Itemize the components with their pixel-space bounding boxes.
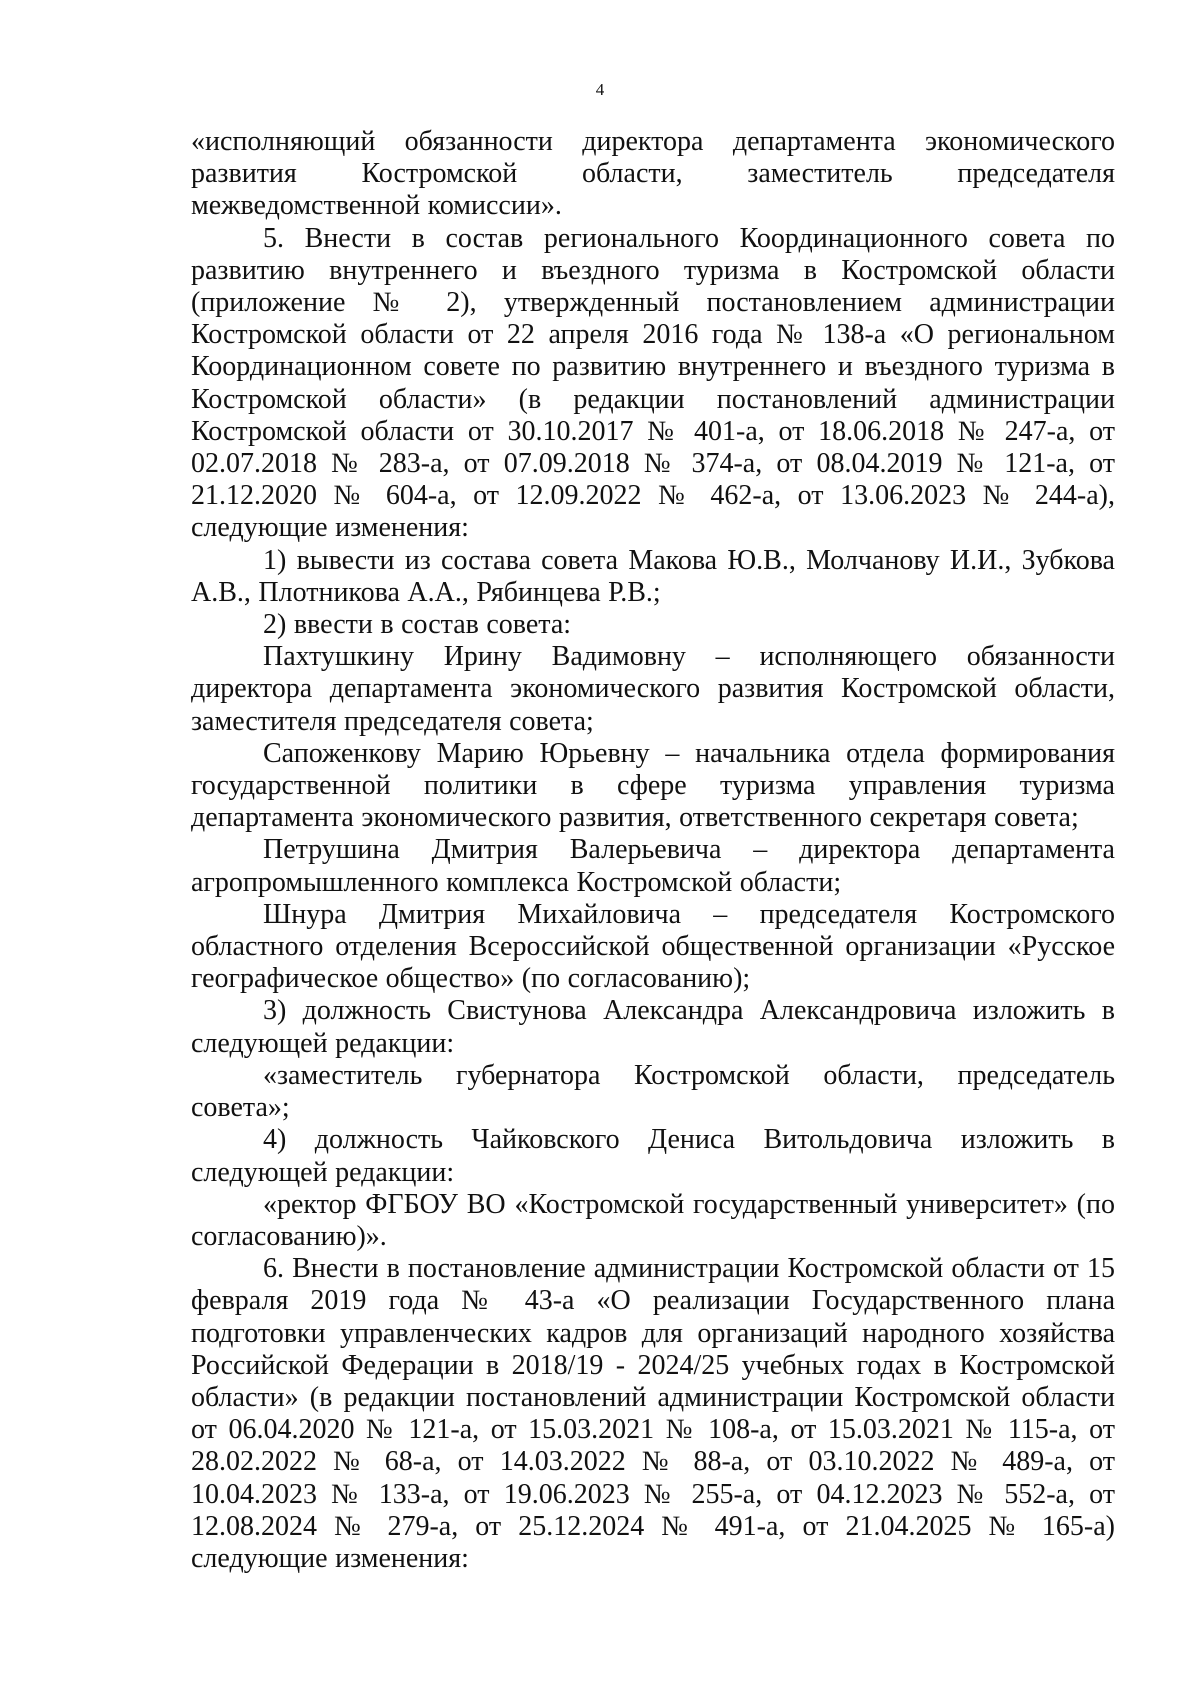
paragraph-member-sapozhenkova: Сапоженкову Марию Юрьевну – начальника отдела формирования государственной политики в сфере туризма управления туризма департамента экономического развития, ответственного секретаря совета; xyxy=(191,737,1115,834)
page-number: 4 xyxy=(595,80,605,99)
paragraph-subitem-3: 3) должность Свистунова Александра Александровича изложить в следующей редакции: xyxy=(191,995,1115,1059)
paragraph-position-svistunov: «заместитель губернатора Костромской области, председатель совета»; xyxy=(191,1059,1115,1124)
paragraph-subitem-1: 1) вывести из состава совета Макова Ю.В., Молчанову И.И., Зубкова А.В., Плотникова А.А., Рябинцева Р.В.; xyxy=(191,544,1115,608)
paragraph-subitem-2: 2) ввести в состав совета: xyxy=(263,609,572,641)
paragraph-position-chaikovsky: «ректор ФГБОУ ВО «Костромской государственный университет» (по согласованию)». xyxy=(191,1188,1115,1252)
document-body xyxy=(191,126,1115,1575)
paragraph-continuation: «исполняющий обязанности директора департамента экономического развития Костромской области, заместитель председателя межведомственной комиссии». xyxy=(191,126,1115,222)
paragraph-member-shnur: Шнура Дмитрия Михайловича – председателя Костромского областного отделения Всероссийской общественной организации «Русское географическое общество» (по согласованию); xyxy=(191,898,1115,995)
paragraph-item-5: 5. Внести в состав регионального Координационного совета по развитию внутреннего и въездного туризма в Костромской области (приложение № 2), утвержденный постановлением администрации Костромской области от 22 апреля 2016 года № 138-а «О региональном Координационном совете по развитию внутреннего и въездного туризма в Костромской области» (в редакции постановлений администрации Костромской области от 30.10.2017 № 401-а, от 18.06.2018 № 247-а, от 02.07.2018 № 283-а, от 07.09.2018 № 374-а, от 08.04.2019 № 121-а, от 21.12.2020 № 604-а, от 12.09.2022 № 462-а, от 13.06.2023 № 244-а), следующие изменения: xyxy=(191,222,1115,544)
paragraph-member-pakhtushkina: Пахтушкину Ирину Вадимовну – исполняющего обязанности директора департамента экономического развития Костромской области, заместителя председателя совета; xyxy=(191,641,1115,737)
paragraph-item-6: 6. Внести в постановление администрации Костромской области от 15 февраля 2019 года № 43-а «О реализации Государственного плана подготовки управленческих кадров для организаций народного хозяйства Российской Федерации в 2018/19 - 2024/25 учебных годах в Костромской области» (в редакции постановлений администрации Костромской области от 06.04.2020 № 121-а, от 15.03.2021 № 108-а, от 15.03.2021 № 115-а, от 28.02.2022 № 68-а, от 14.03.2022 № 88-а, от 03.10.2022 № 489-а, от 10.04.2023 № 133-а, от 19.06.2023 № 255-а, от 04.12.2023 № 552-а, от 12.08.2024 № 279-а, от 25.12.2024 № 491-а, от 21.04.2025 № 165-а) следующие изменения: xyxy=(191,1253,1115,1574)
paragraph-member-petrushin: Петрушина Дмитрия Валерьевича – директора департамента агропромышленного комплекса Костромской области; xyxy=(191,834,1115,898)
paragraph-subitem-4: 4) должность Чайковского Дениса Витольдовича изложить в следующей редакции: xyxy=(191,1124,1115,1188)
